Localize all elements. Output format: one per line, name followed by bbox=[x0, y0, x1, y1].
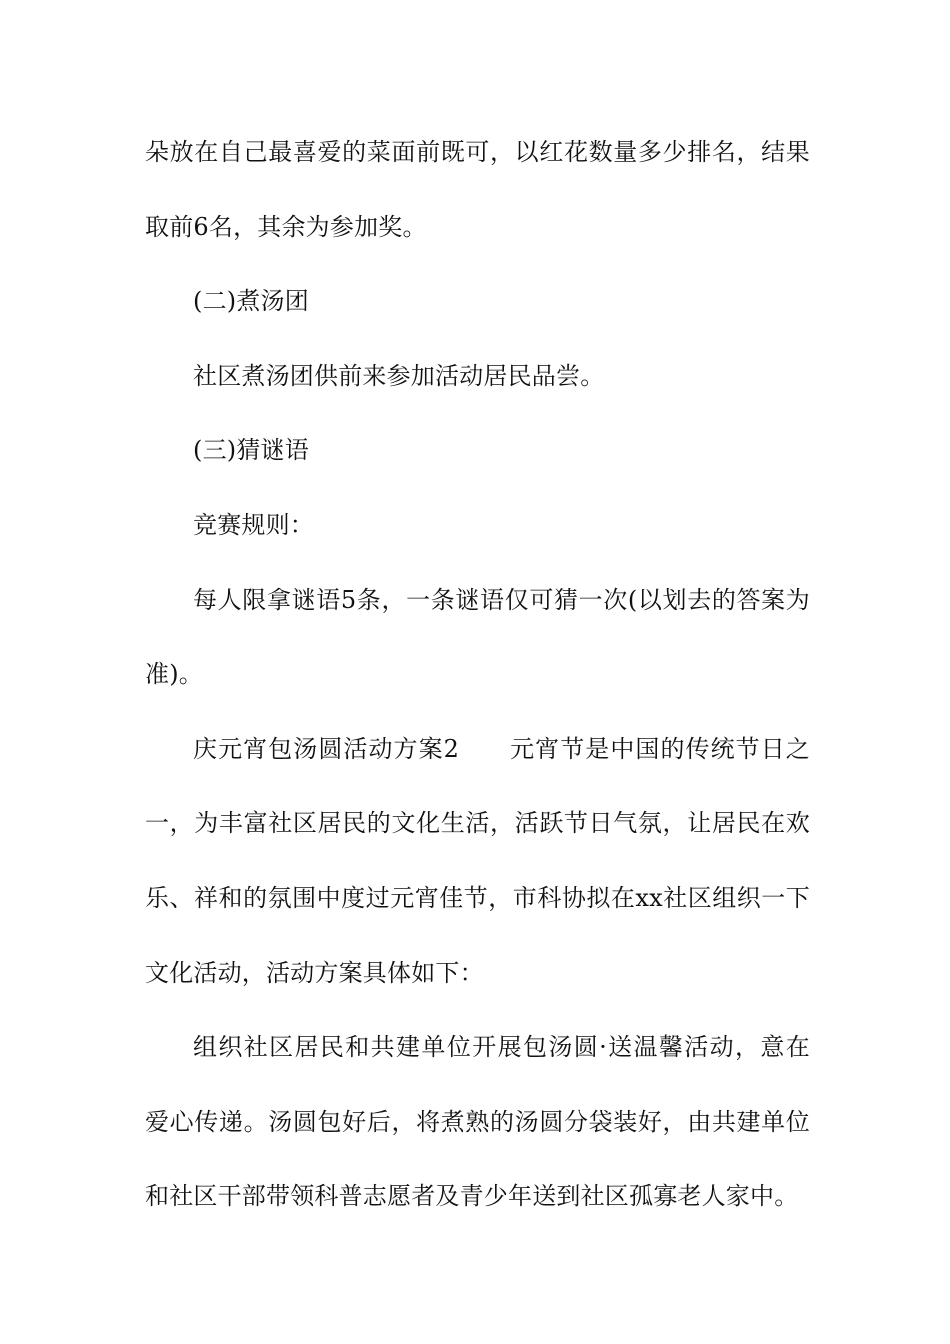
paragraph-line: 乐、祥和的氛围中度过元宵佳节，市科协拟在xx社区组织一下 bbox=[145, 884, 810, 912]
section-heading: (二)煮汤团 bbox=[193, 287, 309, 315]
paragraph-line: 和社区干部带领科普志愿者及青少年送到社区孤寡老人家中。 bbox=[145, 1182, 799, 1210]
paragraph-line: 庆元宵包汤圆活动方案2 元宵节是中国的传统节日之 bbox=[193, 735, 810, 763]
paragraph-line: 文化活动，活动方案具体如下： bbox=[145, 959, 484, 987]
paragraph-line: 一，为丰富社区居民的文化生活，活跃节日气氛，让居民在欢 bbox=[145, 809, 810, 837]
paragraph-line: 准)。 bbox=[145, 660, 203, 688]
paragraph-line: 组织社区居民和共建单位开展包汤圆·送温馨活动，意在 bbox=[193, 1033, 810, 1061]
paragraph-line: 每人限拿谜语5条，一条谜语仅可猜一次(以划去的答案为 bbox=[193, 586, 810, 614]
section-heading: (三)猜谜语 bbox=[193, 436, 309, 464]
paragraph-line: 爱心传递。汤圆包好后，将煮熟的汤圆分袋装好，由共建单位 bbox=[145, 1108, 810, 1136]
paragraph-line: 朵放在自己最喜爱的菜面前既可，以红花数量多少排名，结果 bbox=[145, 138, 810, 166]
paragraph-line: 社区煮汤团供前来参加活动居民品尝。 bbox=[193, 362, 605, 390]
paragraph-line: 取前6名，其余为参加奖。 bbox=[145, 213, 427, 241]
paragraph-line: 竞赛规则： bbox=[193, 511, 314, 539]
